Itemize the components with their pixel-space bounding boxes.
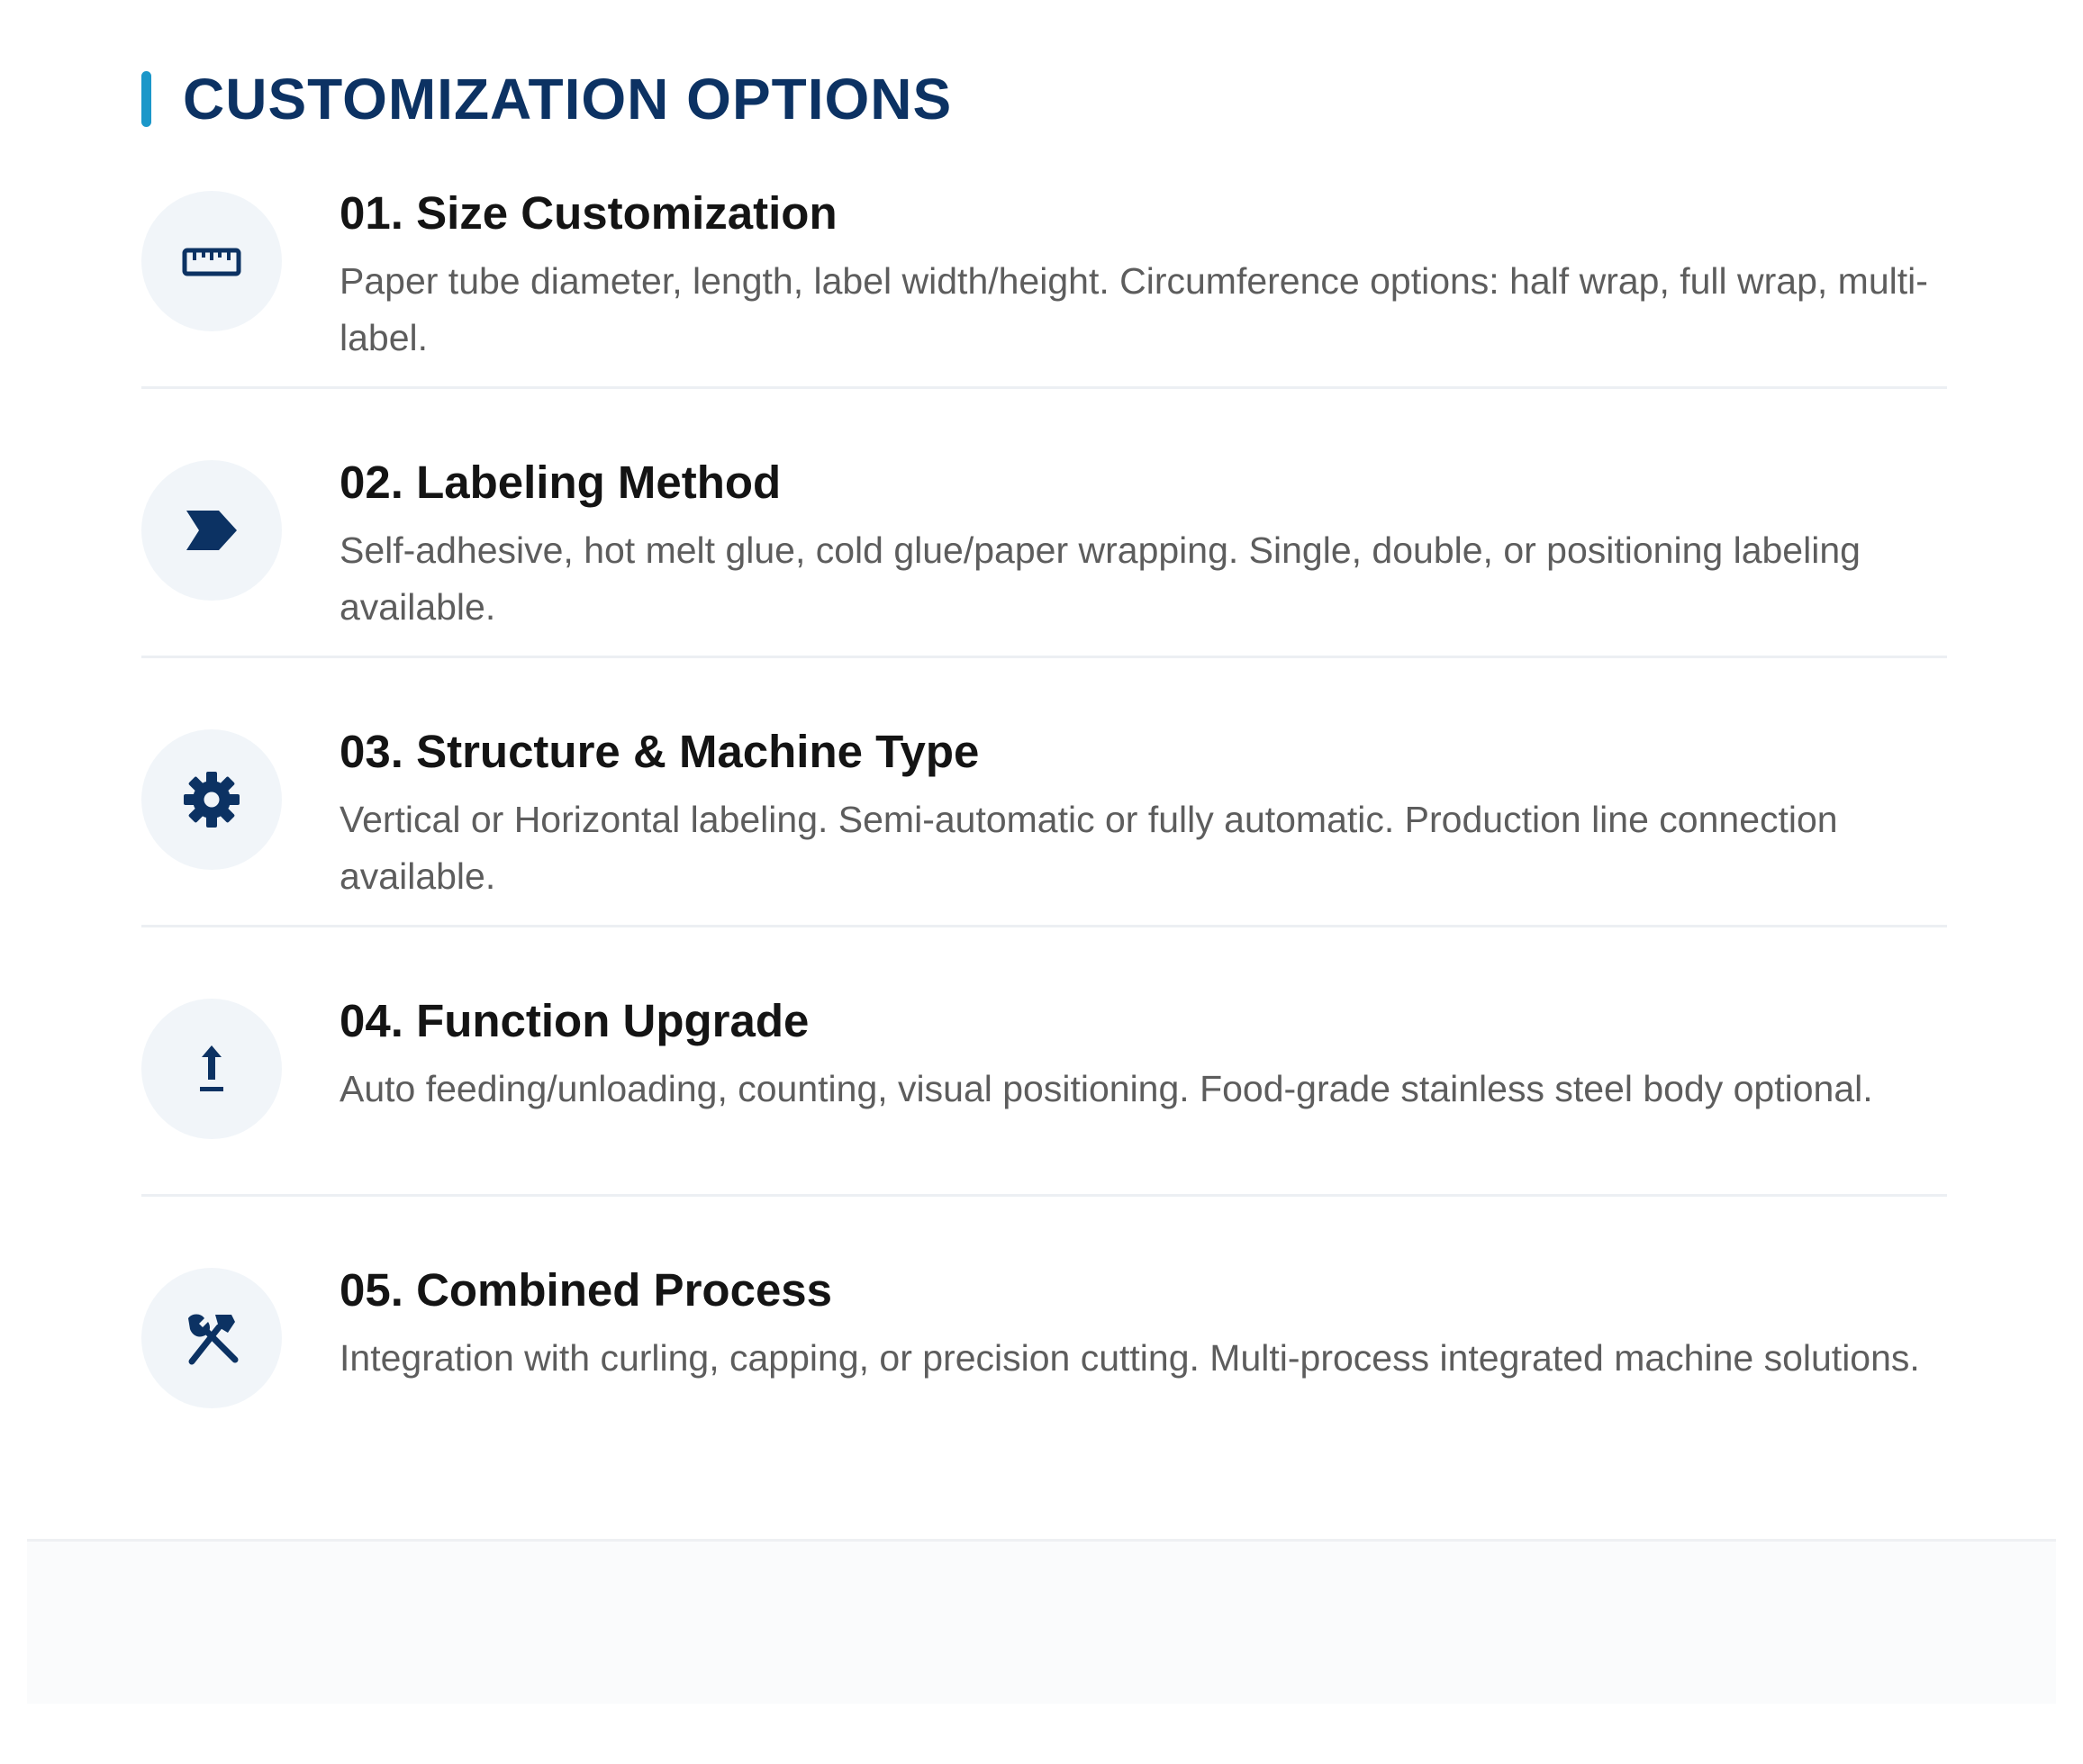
option-text: [340, 726, 1943, 905]
option-description: Vertical or Horizontal labeling. Semi-automatic or fully automatic. Production line connection available.: [340, 799, 1838, 897]
upgrade-arrow-icon: [179, 1036, 244, 1101]
tools-icon: [179, 1306, 244, 1370]
section-title: CUSTOMIZATION OPTIONS: [183, 67, 953, 131]
option-description: Self-adhesive, hot melt glue, cold glue/paper wrapping. Single, double, or positioning labeling available.: [340, 529, 1861, 628]
option-labeling-method: [141, 457, 1947, 658]
option-text: [340, 187, 1943, 366]
option-function-upgrade: [141, 995, 1947, 1197]
section-header: [141, 63, 1947, 135]
option-description: Paper tube diameter, length, label width/height. Circumference options: half wrap, full wrap, multi-label.: [340, 260, 1928, 358]
option-description: Integration with curling, capping, or precision cutting. Multi-process integrated machine solutions.: [340, 1337, 1920, 1379]
option-text: [340, 457, 1943, 636]
option-title: 05. Combined Process: [340, 1264, 833, 1316]
option-title: 01. Size Customization: [340, 187, 838, 239]
ruler-icon: [179, 229, 244, 294]
option-size-customization: [141, 187, 1947, 389]
option-icon-wrap: [141, 1268, 282, 1408]
label-arrow-icon: [179, 498, 244, 563]
customization-options-section: [141, 63, 1947, 1466]
option-icon-wrap: [141, 191, 282, 331]
option-text: [340, 995, 1943, 1117]
option-combined-process: [141, 1264, 1947, 1466]
title-accent-bar: [141, 71, 151, 127]
option-structure-machine-type: [141, 726, 1947, 927]
footer-band: [27, 1539, 2056, 1704]
option-icon-wrap: [141, 999, 282, 1139]
options-list: [141, 187, 1947, 1466]
gear-icon: [179, 767, 244, 832]
option-title: 02. Labeling Method: [340, 457, 782, 508]
option-icon-wrap: [141, 460, 282, 601]
option-text: [340, 1264, 1943, 1387]
option-title: 03. Structure & Machine Type: [340, 726, 980, 777]
option-icon-wrap: [141, 729, 282, 870]
option-description: Auto feeding/unloading, counting, visual positioning. Food-grade stainless steel body optional.: [340, 1068, 1873, 1109]
option-title: 04. Function Upgrade: [340, 995, 810, 1046]
